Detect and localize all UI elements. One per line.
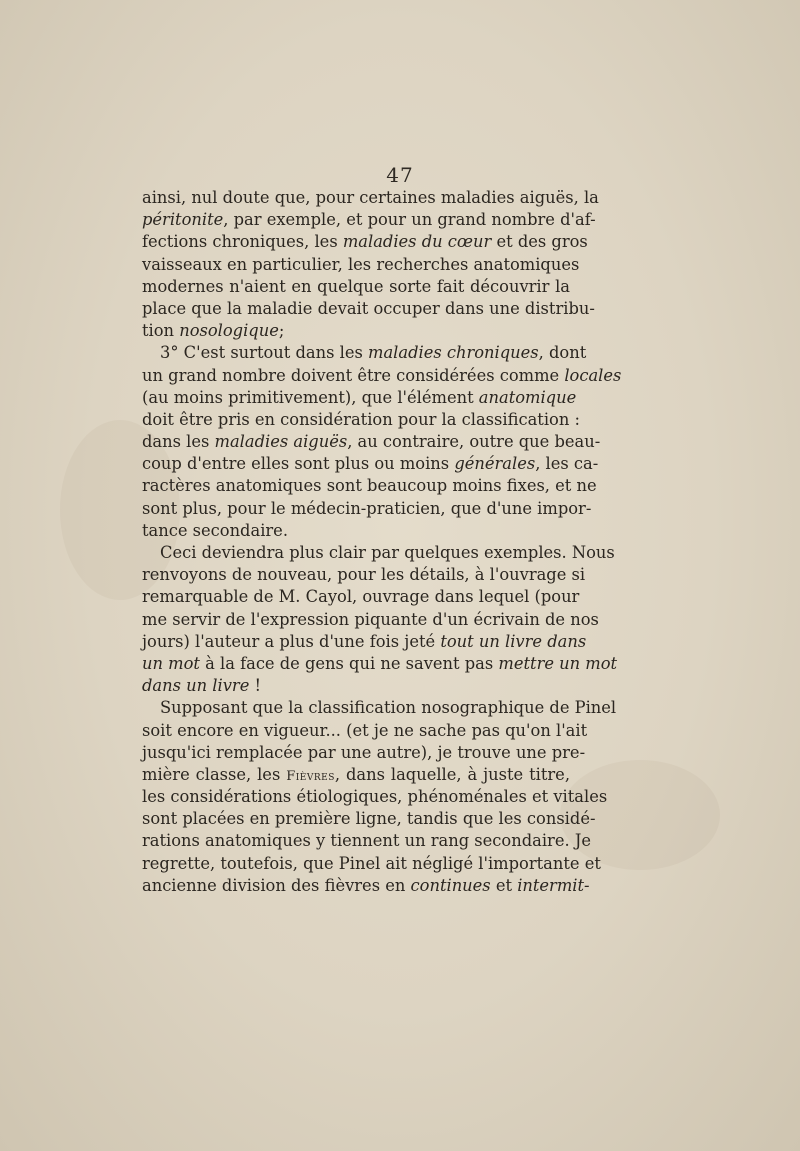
text-run: Supposant que la classification nosographique de Pinel bbox=[160, 698, 617, 718]
text-run: jusqu'ici remplacée par une autre), je trouve une pre- bbox=[142, 742, 586, 762]
italic-text: maladies du cœur bbox=[342, 232, 492, 252]
text-run: les considérations étiologiques, phénoménales et vitales bbox=[142, 787, 608, 807]
text-run: rations anatomiques y tiennent un rang secondaire. Je bbox=[142, 831, 591, 851]
text-line bbox=[142, 742, 586, 764]
text-line bbox=[142, 697, 617, 719]
text-line bbox=[142, 520, 570, 542]
text-run: sont plus, pour le médecin-praticien, que d'une impor- bbox=[142, 498, 592, 518]
text-run: et bbox=[490, 875, 518, 895]
text-run: et des gros bbox=[491, 232, 588, 252]
italic-text: continues bbox=[410, 875, 491, 895]
small-caps-text: Fièvres bbox=[286, 768, 335, 784]
italic-text: un mot bbox=[142, 653, 200, 673]
text-line bbox=[142, 365, 622, 387]
text-line bbox=[142, 409, 580, 431]
italic-text: intermit- bbox=[517, 875, 590, 895]
text-run: ainsi, nul doute que, pour certaines maladies aiguës, la bbox=[142, 188, 599, 207]
text-run: doit être pris en considération pour la classification : bbox=[142, 409, 580, 429]
italic-text: maladies chroniques bbox=[368, 343, 539, 363]
text-line bbox=[142, 675, 570, 697]
text-line bbox=[142, 786, 608, 808]
text-run: , les ca- bbox=[535, 454, 599, 474]
text-line bbox=[142, 187, 599, 209]
text-run: , dont bbox=[538, 343, 587, 363]
text-run: renvoyons de nouveau, pour les détails, à l'ouvrage si bbox=[142, 565, 586, 585]
text-line bbox=[142, 764, 570, 786]
text-line bbox=[142, 298, 595, 320]
text-run: vaisseaux en particulier, les recherches anatomiques bbox=[142, 254, 580, 274]
text-run: , dans laquelle, à juste titre, bbox=[334, 764, 570, 784]
text-line bbox=[142, 631, 587, 653]
text-line bbox=[142, 431, 601, 453]
text-run: ! bbox=[249, 676, 262, 696]
text-line bbox=[142, 653, 618, 675]
text-run: remarquable de M. Cayol, ouvrage dans lequel (pour bbox=[142, 587, 580, 607]
italic-text: locales bbox=[564, 365, 622, 385]
text-line bbox=[142, 231, 588, 253]
text-line bbox=[142, 387, 577, 409]
text-run: à la face de gens qui ne savent pas bbox=[199, 653, 499, 673]
italic-text: mettre un mot bbox=[498, 653, 618, 673]
text-line bbox=[142, 586, 580, 608]
text-run: , par exemple, et pour un grand nombre d'af- bbox=[223, 210, 596, 230]
italic-text: péritonite bbox=[142, 210, 224, 230]
text-run: ractères anatomiques sont beaucoup moins fixes, et ne bbox=[142, 476, 597, 496]
text-run: me servir de l'expression piquante d'un écrivain de nos bbox=[142, 609, 599, 629]
text-run: place que la maladie devait occuper dans une distribu- bbox=[142, 298, 595, 318]
text-run: fections chroniques, les bbox=[142, 232, 343, 252]
text-line bbox=[142, 342, 587, 364]
body-text bbox=[142, 187, 622, 897]
text-line bbox=[142, 875, 590, 897]
text-line bbox=[142, 453, 599, 475]
text-run: tion bbox=[142, 321, 180, 341]
text-run: jours) l'auteur a plus d'une fois jeté bbox=[142, 631, 441, 651]
text-line bbox=[142, 542, 615, 564]
text-line bbox=[142, 564, 586, 586]
text-run: regrette, toutefois, que Pinel ait négligé l'importante et bbox=[142, 853, 601, 873]
text-line bbox=[142, 830, 591, 852]
text-line bbox=[142, 498, 592, 520]
italic-text: anatomique bbox=[478, 387, 577, 407]
text-run: modernes n'aient en quelque sorte fait découvrir la bbox=[142, 276, 570, 296]
text-line bbox=[142, 853, 601, 875]
text-line bbox=[142, 276, 570, 298]
text-line bbox=[142, 320, 570, 342]
text-run: ancienne division des fièvres en bbox=[142, 875, 411, 895]
text-line bbox=[142, 609, 599, 631]
text-run: ; bbox=[278, 321, 285, 341]
text-run: mière classe, les bbox=[142, 764, 287, 784]
text-line bbox=[142, 209, 596, 231]
page-number: 47 bbox=[386, 163, 414, 187]
italic-text: dans un livre bbox=[142, 676, 250, 696]
text-line bbox=[142, 475, 597, 497]
text-line bbox=[142, 808, 596, 830]
text-line bbox=[142, 720, 588, 742]
text-run: un grand nombre doivent être considérées comme bbox=[142, 365, 565, 385]
text-run: (au moins primitivement), que l'élément bbox=[142, 387, 479, 407]
italic-text: générales bbox=[454, 454, 536, 474]
text-run: tance secondaire. bbox=[142, 520, 288, 540]
italic-text: nosologique bbox=[179, 321, 279, 341]
text-run: , au contraire, outre que beau- bbox=[347, 432, 601, 452]
text-run: coup d'entre elles sont plus ou moins bbox=[142, 454, 455, 474]
text-line bbox=[142, 254, 580, 276]
italic-text: tout un livre dans bbox=[440, 631, 587, 651]
text-run: sont placées en première ligne, tandis que les considé- bbox=[142, 809, 596, 829]
text-run: Ceci deviendra plus clair par quelques exemples. Nous bbox=[160, 543, 615, 562]
text-run: dans les bbox=[142, 432, 215, 452]
text-run: soit encore en vigueur... (et je ne sache pas qu'on l'ait bbox=[142, 720, 588, 740]
text-run: 3° C'est surtout dans les bbox=[160, 343, 369, 363]
italic-text: maladies aiguës bbox=[214, 432, 348, 452]
